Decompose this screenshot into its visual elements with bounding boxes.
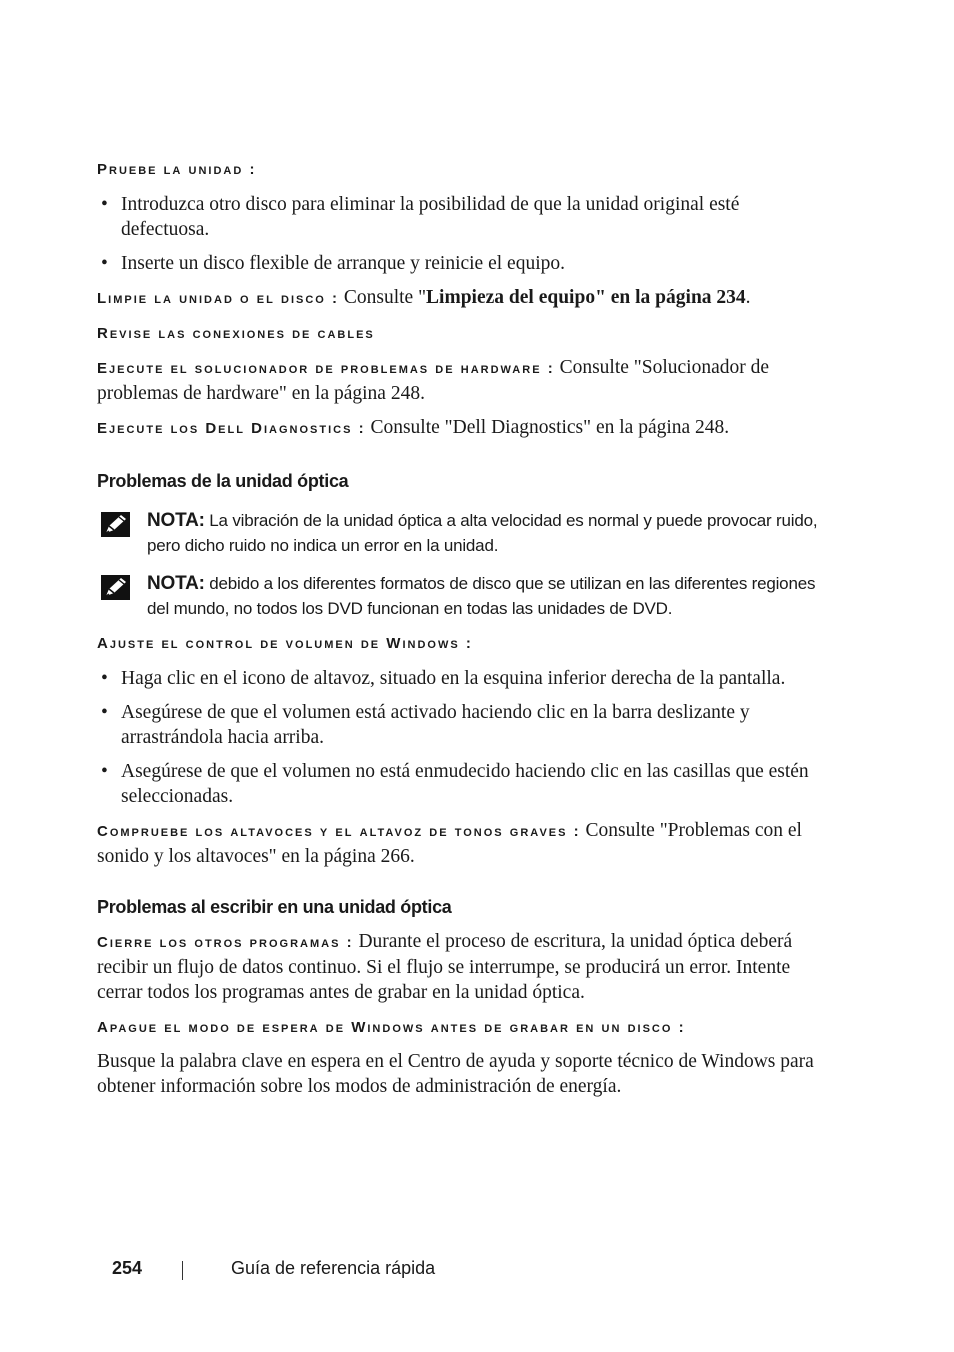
step-revise [97, 320, 829, 346]
note-label: NOTA: [147, 573, 205, 594]
step-heading: Ajuste el control de volumen de Windows : [97, 635, 473, 652]
step-ejecute-dell: Ejecute los Dell Diagnostics : Consulte "Dell Diagnostics" en la página 248. [97, 417, 730, 438]
note-label: NOTA: [147, 510, 205, 531]
list-item: • Asegúrese de que el volumen está activado haciendo clic en la barra deslizante y arrastrándola hacia arriba. [101, 702, 750, 748]
step-cierre: Cierre los otros programas : Durante el proceso de escritura, la unidad óptica deberá recibir un flujo de datos continuo. Si el flujo se interrumpe, se producirá un error. Intente cerrar todos los programas antes de grabar en la unidad óptica. [97, 931, 793, 1003]
note-pencil-icon [101, 575, 130, 600]
note-block [97, 508, 829, 558]
step-heading: Cierre los otros programas : [97, 934, 354, 951]
step-compruebe: Compruebe los altavoces y el altavoz de tonos graves : Consulte "Problemas con el sonido y los altavoces" en la página 266. [97, 820, 802, 867]
page-content [97, 150, 829, 1099]
body-paragraph: Busque la palabra clave en espera en el Centro de ayuda y soporte técnico de Windows para obtener información sobre los modos de administración de energía. [97, 1051, 814, 1097]
bullet-list [97, 192, 829, 276]
note-pencil-icon [101, 512, 130, 537]
step-heading: Revise las conexiones de cables [97, 325, 375, 342]
step-heading: Compruebe los altavoces y el altavoz de tonos graves : [97, 823, 581, 840]
step-apague [97, 1014, 829, 1040]
step-limpie: Limpie la unidad o el disco : Consulte "Limpieza del equipo" en la página 234. [97, 287, 751, 308]
guide-title: Guía de referencia rápida [231, 1258, 436, 1278]
bullet-list [97, 666, 829, 809]
step-heading: Apague el modo de espera de Windows antes de grabar en un disco : [97, 1019, 686, 1036]
step-heading: Pruebe la unidad : [97, 161, 257, 178]
step-ajuste [97, 630, 829, 656]
step-pruebe [97, 156, 829, 182]
section-title: Problemas al escribir en una unidad óptica [97, 897, 452, 917]
section-title: Problemas de la unidad óptica [97, 471, 349, 491]
note-text: debido a los diferentes formatos de disco que se utilizan en las diferentes regiones del mundo, no todos los DVD funcionan en todas las unidades de DVD. [147, 574, 816, 618]
list-item: • Inserte un disco flexible de arranque y reinicie el equipo. [101, 253, 565, 274]
list-item: • Asegúrese de que el volumen no está enmudecido haciendo clic en las casillas que estén seleccionadas. [101, 761, 809, 807]
step-heading: Limpie la unidad o el disco : [97, 290, 339, 307]
note-text: La vibración de la unidad óptica a alta velocidad es normal y puede provocar ruido, pero dicho ruido no indica un error en la unidad. [147, 511, 818, 555]
note-block [97, 571, 829, 621]
page-number: 254 [112, 1258, 143, 1278]
step-heading: Ejecute los Dell Diagnostics : [97, 420, 366, 437]
list-item: • Haga clic en el icono de altavoz, situado en la esquina inferior derecha de la pantalla. [101, 668, 786, 689]
footer-divider [182, 1261, 183, 1280]
list-item: • Introduzca otro disco para eliminar la posibilidad de que la unidad original esté defectuosa. [101, 194, 740, 240]
step-ejecute-hw: Ejecute el solucionador de problemas de hardware : Consulte "Solucionador de problemas de hardware" en la página 248. [97, 357, 770, 404]
step-heading: Ejecute el solucionador de problemas de hardware : [97, 360, 555, 377]
